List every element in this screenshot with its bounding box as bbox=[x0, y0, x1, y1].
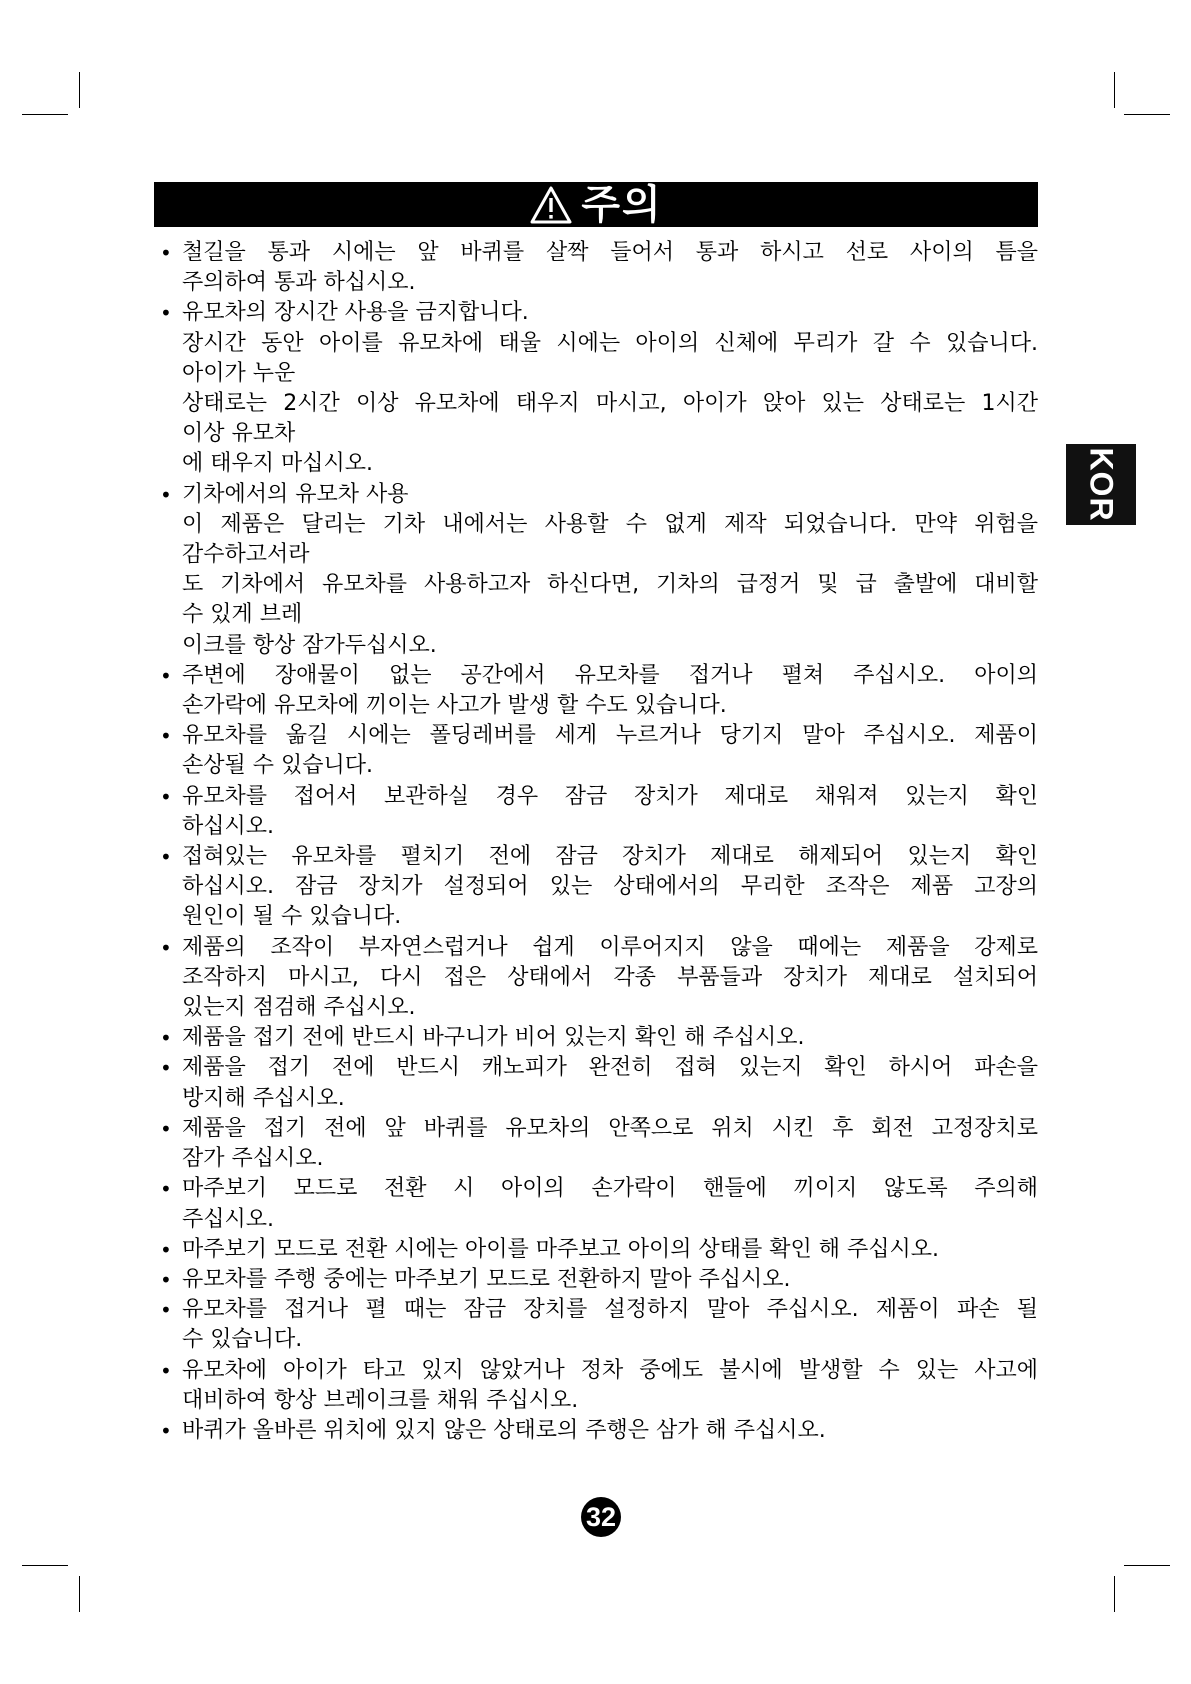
bullet-icon: • bbox=[160, 1237, 172, 1262]
list-item-line: 이상 유모차 bbox=[182, 421, 296, 447]
list-item-line: 손가락에 유모차에 끼이는 사고가 발생 할 수도 있습니다. bbox=[182, 693, 727, 719]
list-item-line: 조작하지 마시고, 다시 접은 상태에서 각종 부품들과 장치가 제대로 설치되어 bbox=[182, 964, 1038, 990]
list-item bbox=[158, 1053, 1038, 1113]
bullet-icon: • bbox=[160, 784, 172, 809]
bullet-icon: • bbox=[160, 1056, 172, 1081]
list-item bbox=[158, 782, 1038, 842]
list-item-line: 에 태우지 마십시오. bbox=[182, 451, 373, 477]
list-item bbox=[158, 1235, 1038, 1265]
caution-header bbox=[154, 182, 1038, 227]
list-item-line: 대비하여 항상 브레이크를 채워 주십시오. bbox=[182, 1387, 579, 1413]
list-item-line: 제품을 접기 전에 앞 바퀴를 유모차의 안쪽으로 위치 시킨 후 회전 고정장치로 bbox=[182, 1115, 1038, 1141]
bullet-icon: • bbox=[160, 1026, 172, 1051]
bullet-icon: • bbox=[160, 663, 172, 688]
warning-triangle-icon bbox=[529, 185, 573, 225]
list-item-line: 유모차를 옮길 시에는 폴딩레버를 세게 누르거나 당기지 말아 주십시오. 제품이 bbox=[182, 723, 1038, 749]
crop-mark bbox=[1124, 114, 1170, 115]
list-item bbox=[158, 721, 1038, 781]
list-item bbox=[158, 933, 1038, 1024]
list-item-line: 주십시오. bbox=[182, 1206, 275, 1232]
list-item-line: 잠가 주십시오. bbox=[182, 1146, 324, 1172]
list-item-line: 아이가 누운 bbox=[182, 360, 296, 386]
list-item-line: 이크를 항상 잠가두십시오. bbox=[182, 632, 437, 658]
bullet-icon: • bbox=[160, 301, 172, 326]
list-item-line: 제품을 접기 전에 반드시 바구니가 비어 있는지 확인 해 주십시오. bbox=[182, 1025, 805, 1051]
list-item-line: 유모차에 아이가 타고 있지 않았거나 정차 중에도 불시에 발생할 수 있는 사고에 bbox=[182, 1357, 1038, 1383]
list-item-line: 마주보기 모드로 전환 시에는 아이를 마주보고 아이의 상태를 확인 해 주십시오. bbox=[182, 1236, 939, 1262]
bullet-icon: • bbox=[160, 1418, 172, 1443]
list-item-line: 유모차를 주행 중에는 마주보기 모드로 전환하지 말아 주십시오. bbox=[182, 1266, 791, 1292]
bullet-icon: • bbox=[160, 1267, 172, 1292]
list-item-line: 주의하여 통과 하십시오. bbox=[182, 270, 416, 296]
list-item bbox=[158, 238, 1038, 298]
list-item-line: 도 기차에서 유모차를 사용하고자 하신다면, 기차의 급정거 및 급 출발에 대비할 bbox=[182, 572, 1038, 598]
list-item-line: 하십시오. 잠금 장치가 설정되어 있는 상태에서의 무리한 조작은 제품 고장의 bbox=[182, 874, 1038, 900]
list-item-line: 제품의 조작이 부자연스럽거나 쉽게 이루어지지 않을 때에는 제품을 강제로 bbox=[182, 934, 1038, 960]
bullet-icon: • bbox=[160, 241, 172, 265]
list-item-line: 방지해 주십시오. bbox=[182, 1085, 345, 1111]
list-item bbox=[158, 1295, 1038, 1355]
list-item bbox=[158, 1356, 1038, 1416]
list-item bbox=[158, 842, 1038, 933]
list-item-line: 하십시오. bbox=[182, 813, 275, 839]
list-item-line: 접혀있는 유모차를 펼치기 전에 잠금 장치가 제대로 해제되어 있는지 확인 bbox=[182, 844, 1038, 870]
list-item-line: 수 있습니다. bbox=[182, 1327, 303, 1353]
bullet-icon: • bbox=[160, 845, 172, 870]
bullet-icon: • bbox=[160, 482, 172, 507]
list-item-line: 상태로는 2시간 이상 유모차에 태우지 마시고, 아이가 앉아 있는 상태로는 1시간 bbox=[182, 391, 1038, 417]
list-item-line: 이 제품은 달리는 기차 내에서는 사용할 수 없게 제작 되었습니다. 만약 위험을 bbox=[182, 511, 1038, 537]
list-item-line: 원인이 될 수 있습니다. bbox=[182, 904, 402, 930]
bullet-icon: • bbox=[160, 1116, 172, 1141]
list-item-line: 있는지 점검해 주십시오. bbox=[182, 995, 416, 1021]
list-item bbox=[158, 298, 1038, 479]
crop-mark bbox=[79, 72, 80, 108]
list-item-line: 유모차의 장시간 사용을 금지합니다. bbox=[182, 300, 529, 326]
bullet-icon: • bbox=[160, 724, 172, 749]
list-item-line: 수 있게 브레 bbox=[182, 602, 303, 628]
list-item bbox=[158, 1265, 1038, 1295]
bullet-icon: • bbox=[160, 1358, 172, 1383]
language-tab-label: KOR bbox=[1083, 447, 1120, 522]
list-item bbox=[158, 1023, 1038, 1053]
page-title: 주의 bbox=[581, 181, 663, 228]
list-item-line: 장시간 동안 아이를 유모차에 태울 시에는 아이의 신체에 무리가 갈 수 있습니다. bbox=[182, 330, 1038, 356]
language-tab bbox=[1066, 444, 1136, 525]
crop-mark bbox=[1114, 72, 1115, 108]
list-item-line: 유모차를 접거나 펼 때는 잠금 장치를 설정하지 말아 주십시오. 제품이 파손 될 bbox=[182, 1297, 1038, 1323]
crop-mark bbox=[79, 1576, 80, 1612]
bullet-icon: • bbox=[160, 1298, 172, 1323]
list-item bbox=[158, 661, 1038, 721]
crop-mark bbox=[1114, 1576, 1115, 1612]
list-item bbox=[158, 480, 1038, 661]
list-item-line: 철길을 통과 시에는 앞 바퀴를 살짝 들어서 통과 하시고 선로 사이의 틈을 bbox=[182, 240, 1038, 265]
list-item-line: 감수하고서라 bbox=[182, 542, 310, 568]
crop-mark bbox=[22, 1565, 68, 1566]
list-item-line: 주변에 장애물이 없는 공간에서 유모차를 접거나 펼쳐 주십시오. 아이의 bbox=[182, 662, 1038, 688]
list-item bbox=[158, 1416, 1038, 1446]
list-item-line: 기차에서의 유모차 사용 bbox=[182, 481, 409, 507]
list-item-line: 유모차를 접어서 보관하실 경우 잠금 장치가 제대로 채워져 있는지 확인 bbox=[182, 783, 1038, 809]
list-item-line: 바퀴가 올바른 위치에 있지 않은 상태로의 주행은 삼가 해 주십시오. bbox=[182, 1417, 826, 1443]
list-item-line: 마주보기 모드로 전환 시 아이의 손가락이 핸들에 끼이지 않도록 주의해 bbox=[182, 1176, 1038, 1202]
list-item bbox=[158, 1114, 1038, 1174]
list-item-line: 제품을 접기 전에 반드시 캐노피가 완전히 접혀 있는지 확인 하시어 파손을 bbox=[182, 1055, 1038, 1081]
bullet-icon: • bbox=[160, 935, 172, 960]
crop-mark bbox=[1124, 1565, 1170, 1566]
page-number: 32 bbox=[581, 1497, 621, 1537]
list-item bbox=[158, 1174, 1038, 1234]
crop-mark bbox=[22, 114, 68, 115]
bullet-icon: • bbox=[160, 1177, 172, 1202]
list-item-line: 손상될 수 있습니다. bbox=[182, 753, 373, 779]
caution-list bbox=[158, 238, 1038, 1446]
